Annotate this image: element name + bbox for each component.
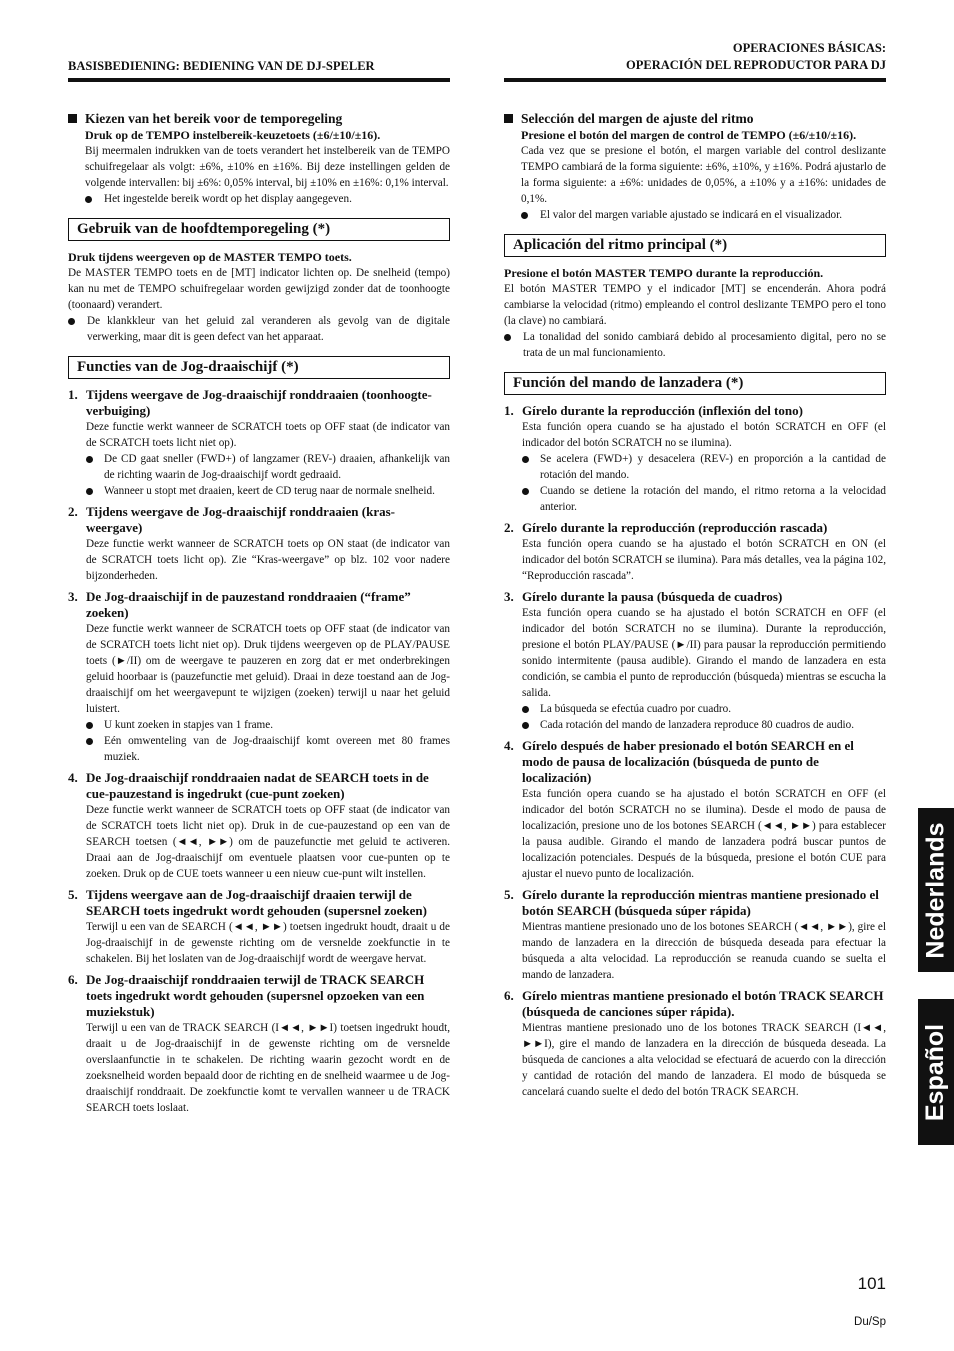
jog-dial-section-heading-es: Función del mando de lanzadera (*) (504, 372, 886, 395)
jog-dial-section-heading: Functies van de Jog-draaischijf (*) (68, 356, 450, 379)
master-tempo-note-es: La tonalidad del sonido cambiará debido al procesamiento digital, pero no se trata de un mal funcionamiento. (504, 329, 886, 361)
header-rule-left (68, 78, 450, 82)
list-item: 3. De Jog-draaischijf in de pauzestand ronddraaien (“frame” zoeken) Deze functie werkt wanneer de SCRATCH toets op OFF staat (de indicator van de SCRATCH toets licht niet op). Druk tijdens weergeven op de PLAY/PAUSE toets (►/II) om de weergave te pauzeren en zorg dat er met onderbrekingen geluid hoorbaar is (pauzefunctie met geluid). Draai in deze toestand aan de Jog-draaischijf om het weergavepunt te wijzigen (zoeken) terwijl u naar het geluid luistert. U kunt zoeken in stapjes van 1 frame. Eén omwenteling van de Jog-draaischijf komt overeen met 80 frames muziek. (68, 589, 450, 763)
bullet-dot-icon (521, 212, 528, 219)
bullet-dot-icon (86, 488, 93, 495)
bullet-dot-icon (504, 334, 511, 341)
list-item: 6. Gírelo mientras mantiene presionado el botón TRACK SEARCH (búsqueda de canciones súper rápida). Mientras mantiene presionado uno de los botones TRACK SEARCH (I◄◄, ►►I), gire el mando de lanzadera en la dirección de búsqueda deseada. La búsqueda de canciones a alta velocidad se efectuará de acuerdo con la dirección y cantidad de rotación del mando de lanzadera. El modo de búsqueda se cancelará cuando suelte el dedo del botón TRACK SEARCH. (504, 988, 886, 1098)
running-header-spanish-line2: OPERACIÓN DEL REPRODUCTOR PARA DJ (626, 58, 886, 72)
bullet-dot-icon (86, 456, 93, 463)
tempo-range-note: Het ingestelde bereik wordt op het display aangegeven. (68, 191, 450, 207)
bullet-dot-icon (86, 738, 93, 745)
list-item: 1. Gírelo durante la reproducción (inflexión del tono) Esta función opera cuando se ha ajustado el botón SCRATCH en OFF (el indicador del botón SCRATCH no se ilumina). Se acelera (FWD+) y desacelera (REV-) en proporción a la cantidad de rotación del mando. Cuando se detiene la rotación del mando, el ritmo retorna a la velocidad anterior. (504, 403, 886, 513)
language-tab-espanol: Español (918, 999, 954, 1145)
running-header-spanish (504, 40, 886, 74)
master-tempo-instruction: Druk tijdens weergeven op de MASTER TEMPO toets. (68, 250, 352, 264)
master-tempo-section-heading: Gebruik van de hoofdtemporegeling (*) (68, 218, 450, 241)
running-header-spanish-line1: OPERACIONES BÁSICAS: (732, 41, 886, 55)
tempo-range-body-es: Cada vez que se presione el botón, el margen variable del control deslizante TEMPO cambiará de la forma siguiente: ±6%, ±10%, y ±16%. Podrá ajustarlo de la forma siguiente: a ±6%: unidades de 0,05%, a ±10% y a ±16%: unidades de 0,1%. (521, 145, 886, 205)
bullet-dot-icon (522, 722, 529, 729)
list-item: 2. Gírelo durante la reproducción (reproducción rascada) Esta función opera cuando se ha ajustado el botón SCRATCH en ON (el indicador del botón SCRATCH se ilumina). Para más detalles, vea la página 102, “Reproducción rascada”. (504, 520, 886, 582)
dutch-column (68, 110, 450, 1116)
header-rule-right (504, 78, 886, 82)
list-item: 5. Gírelo durante la reproducción mientras mantiene presionado el botón SEARCH (búsqueda súper rápida) Mientras mantiene presionado uno de los botones SEARCH (◄◄, ►►), gire el mando de lanzadera en la dirección de búsqueda deseada para efectuar la búsqueda a alta velocidad. La reproducción se reanuda cuando se suelta el mando de lanzadera. (504, 887, 886, 981)
list-item: 5. Tijdens weergave aan de Jog-draaischijf draaien terwijl de SEARCH toets ingedrukt wordt gehouden (supersnel zoeken) Terwijl u een van de SEARCH (◄◄, ►►) toetsen ingedrukt houdt, draait u de Jog-draaischijf in de gewenste richting om de versnelde zoekfunctie in te schakelen. Bij het loslaten van de Jog-draaischijf wordt de weergave hervat. (68, 887, 450, 965)
tempo-range-heading-es: Selección del margen de ajuste del ritmo (504, 110, 886, 127)
spanish-column (504, 110, 886, 1100)
master-tempo-body-es: El botón MASTER TEMPO y el indicador [MT] se encenderán. Ahora podrá cambiarse la velocidad (ritmo) empleando el control deslizante TEMPO pero el tono (la clave) no cambiará. (504, 283, 886, 327)
list-item: 6. De Jog-draaischijf ronddraaien terwijl de TRACK SEARCH toets ingedrukt wordt gehouden (supersnel opzoeken van een muziekstuk) Terwijl u een van de TRACK SEARCH (I◄◄, ►►I) toetsen ingedrukt houdt, draait u de Jog-draaischijf in de gewenste richting om de versnelde overslaanfunctie in te schakelen. De richting waarin gezocht wordt en de zoeksnelheid worden bepaald door de richting en de snelheid waarmee u de Jog-draaischijf ronddraait. De zoekfunctie komt te vervallen wanneer u de TRACK SEARCH toets loslaat. (68, 972, 450, 1114)
master-tempo-section-heading-es: Aplicación del ritmo principal (*) (504, 234, 886, 257)
tempo-range-heading: Kiezen van het bereik voor de temporegeling (68, 110, 450, 127)
running-header-dutch: BASISBEDIENING: BEDIENING VAN DE DJ-SPELER (68, 59, 375, 73)
bullet-dot-icon (522, 488, 529, 495)
bullet-dot-icon (522, 706, 529, 713)
list-item: 2. Tijdens weergave de Jog-draaischijf ronddraaien (kras-weergave) Deze functie werkt wanneer de SCRATCH toets op ON staat (de indicator van de SCRATCH toets licht op). Zie “Kras-weergave” op blz. 102 voor nadere bijzonderheden. (68, 504, 450, 582)
square-bullet-icon (504, 114, 513, 123)
bullet-dot-icon (86, 722, 93, 729)
tempo-range-instruction: Druk op de TEMPO instelbereik-keuzetoets (±6/±10/±16). (85, 128, 381, 142)
bullet-dot-icon (85, 196, 92, 203)
tempo-range-body: Bij meermalen indrukken van de toets verandert het instelbereik van de TEMPO schuifregelaar als volgt: ±6%, ±10% en ±16%. Bij deze instellingen gelden de volgende intervallen: bij ±6%: 0,05% interval, bij ±10% en ±16%: 0,1% interval. (85, 145, 450, 189)
master-tempo-instruction-es: Presione el botón MASTER TEMPO durante la reproducción. (504, 266, 824, 280)
bullet-dot-icon (68, 318, 75, 325)
page-number: 101 (857, 1274, 886, 1293)
list-item: 3. Gírelo durante la pausa (búsqueda de cuadros) Esta función opera cuando se ha ajustado el botón SCRATCH en OFF (el indicador del botón SCRATCH no se ilumina). Durante la reproducción, presione el botón PLAY/PAUSE (►/II) para pausar la reproducción permitiendo sonido intermitente (pausa audible). Girando el mando de lanzadera en esta condición, se cambia el punto de reproducción (búsqueda) mientras se escucha la salida. La búsqueda se efectúa cuadro por cuadro. Cada rotación del mando de lanzadera reproduce 80 cuadros de audio. (504, 589, 886, 731)
bullet-dot-icon (522, 456, 529, 463)
page-language-code: Du/Sp (854, 1316, 886, 1328)
tempo-range-note-es: El valor del margen variable ajustado se indicará en el visualizador. (504, 207, 886, 223)
list-item: 1. Tijdens weergave de Jog-draaischijf ronddraaien (toonhoogte-verbuiging) Deze functie werkt wanneer de SCRATCH toets op OFF staat (de indicator van de SCRATCH toets licht niet op). De CD gaat sneller (FWD+) of langzamer (REV-) draaien, afhankelijk van de richting waarin de Jog-draaischijf wordt gedraaid. Wanneer u stopt met draaien, keert de CD terug naar de normale snelheid. (68, 387, 450, 497)
master-tempo-note: De klankkleur van het geluid zal veranderen als gevolg van de digitale verwerking, maar dit is geen defect van het apparaat. (68, 313, 450, 345)
list-item: 4. Gírelo después de haber presionado el botón SEARCH en el modo de pausa de localización (búsqueda de punto de localización) Esta función opera cuando se ha ajustado el botón SCRATCH en OFF (el indicador del botón SCRATCH no se ilumina). Desde el modo de pausa de localización, presione uno de los botones SEARCH (◄◄, ►►) para establecer la pausa audible. Girando el mando de lanzadera podrá buscar puntos de localización potenciales. Después de la búsqueda, presione el botón CUE para ajustar el nuevo punto de localización. (504, 738, 886, 880)
square-bullet-icon (68, 114, 77, 123)
tempo-range-instruction-es: Presione el botón del margen de control de TEMPO (±6/±10/±16). (521, 128, 857, 142)
master-tempo-body: De MASTER TEMPO toets en de [MT] indicator lichten op. De snelheid (tempo) kan nu met de TEMPO schuifregelaar worden gewijzigd zonder dat de toonhoogte (toonaard) verandert. (68, 267, 450, 311)
language-tab-nederlands: Nederlands (918, 808, 954, 972)
list-item: 4. De Jog-draaischijf ronddraaien nadat de SEARCH toets in de cue-pauzestand is ingedrukt (cue-punt zoeken) Deze functie werkt wanneer de SCRATCH toets op OFF staat (de indicator van de SCRATCH toets licht niet op). Druk in de cue-pauzestand op een van de SEARCH toetsen (◄◄, ►►) om de pauzefunctie met geluid te activeren. Draai aan de Jog-draaischijf om eventuele plaatsen voor cue-punten op te zoeken. Druk op de CUE toets wanneer u een nieuw cue-punt wilt instellen. (68, 770, 450, 880)
